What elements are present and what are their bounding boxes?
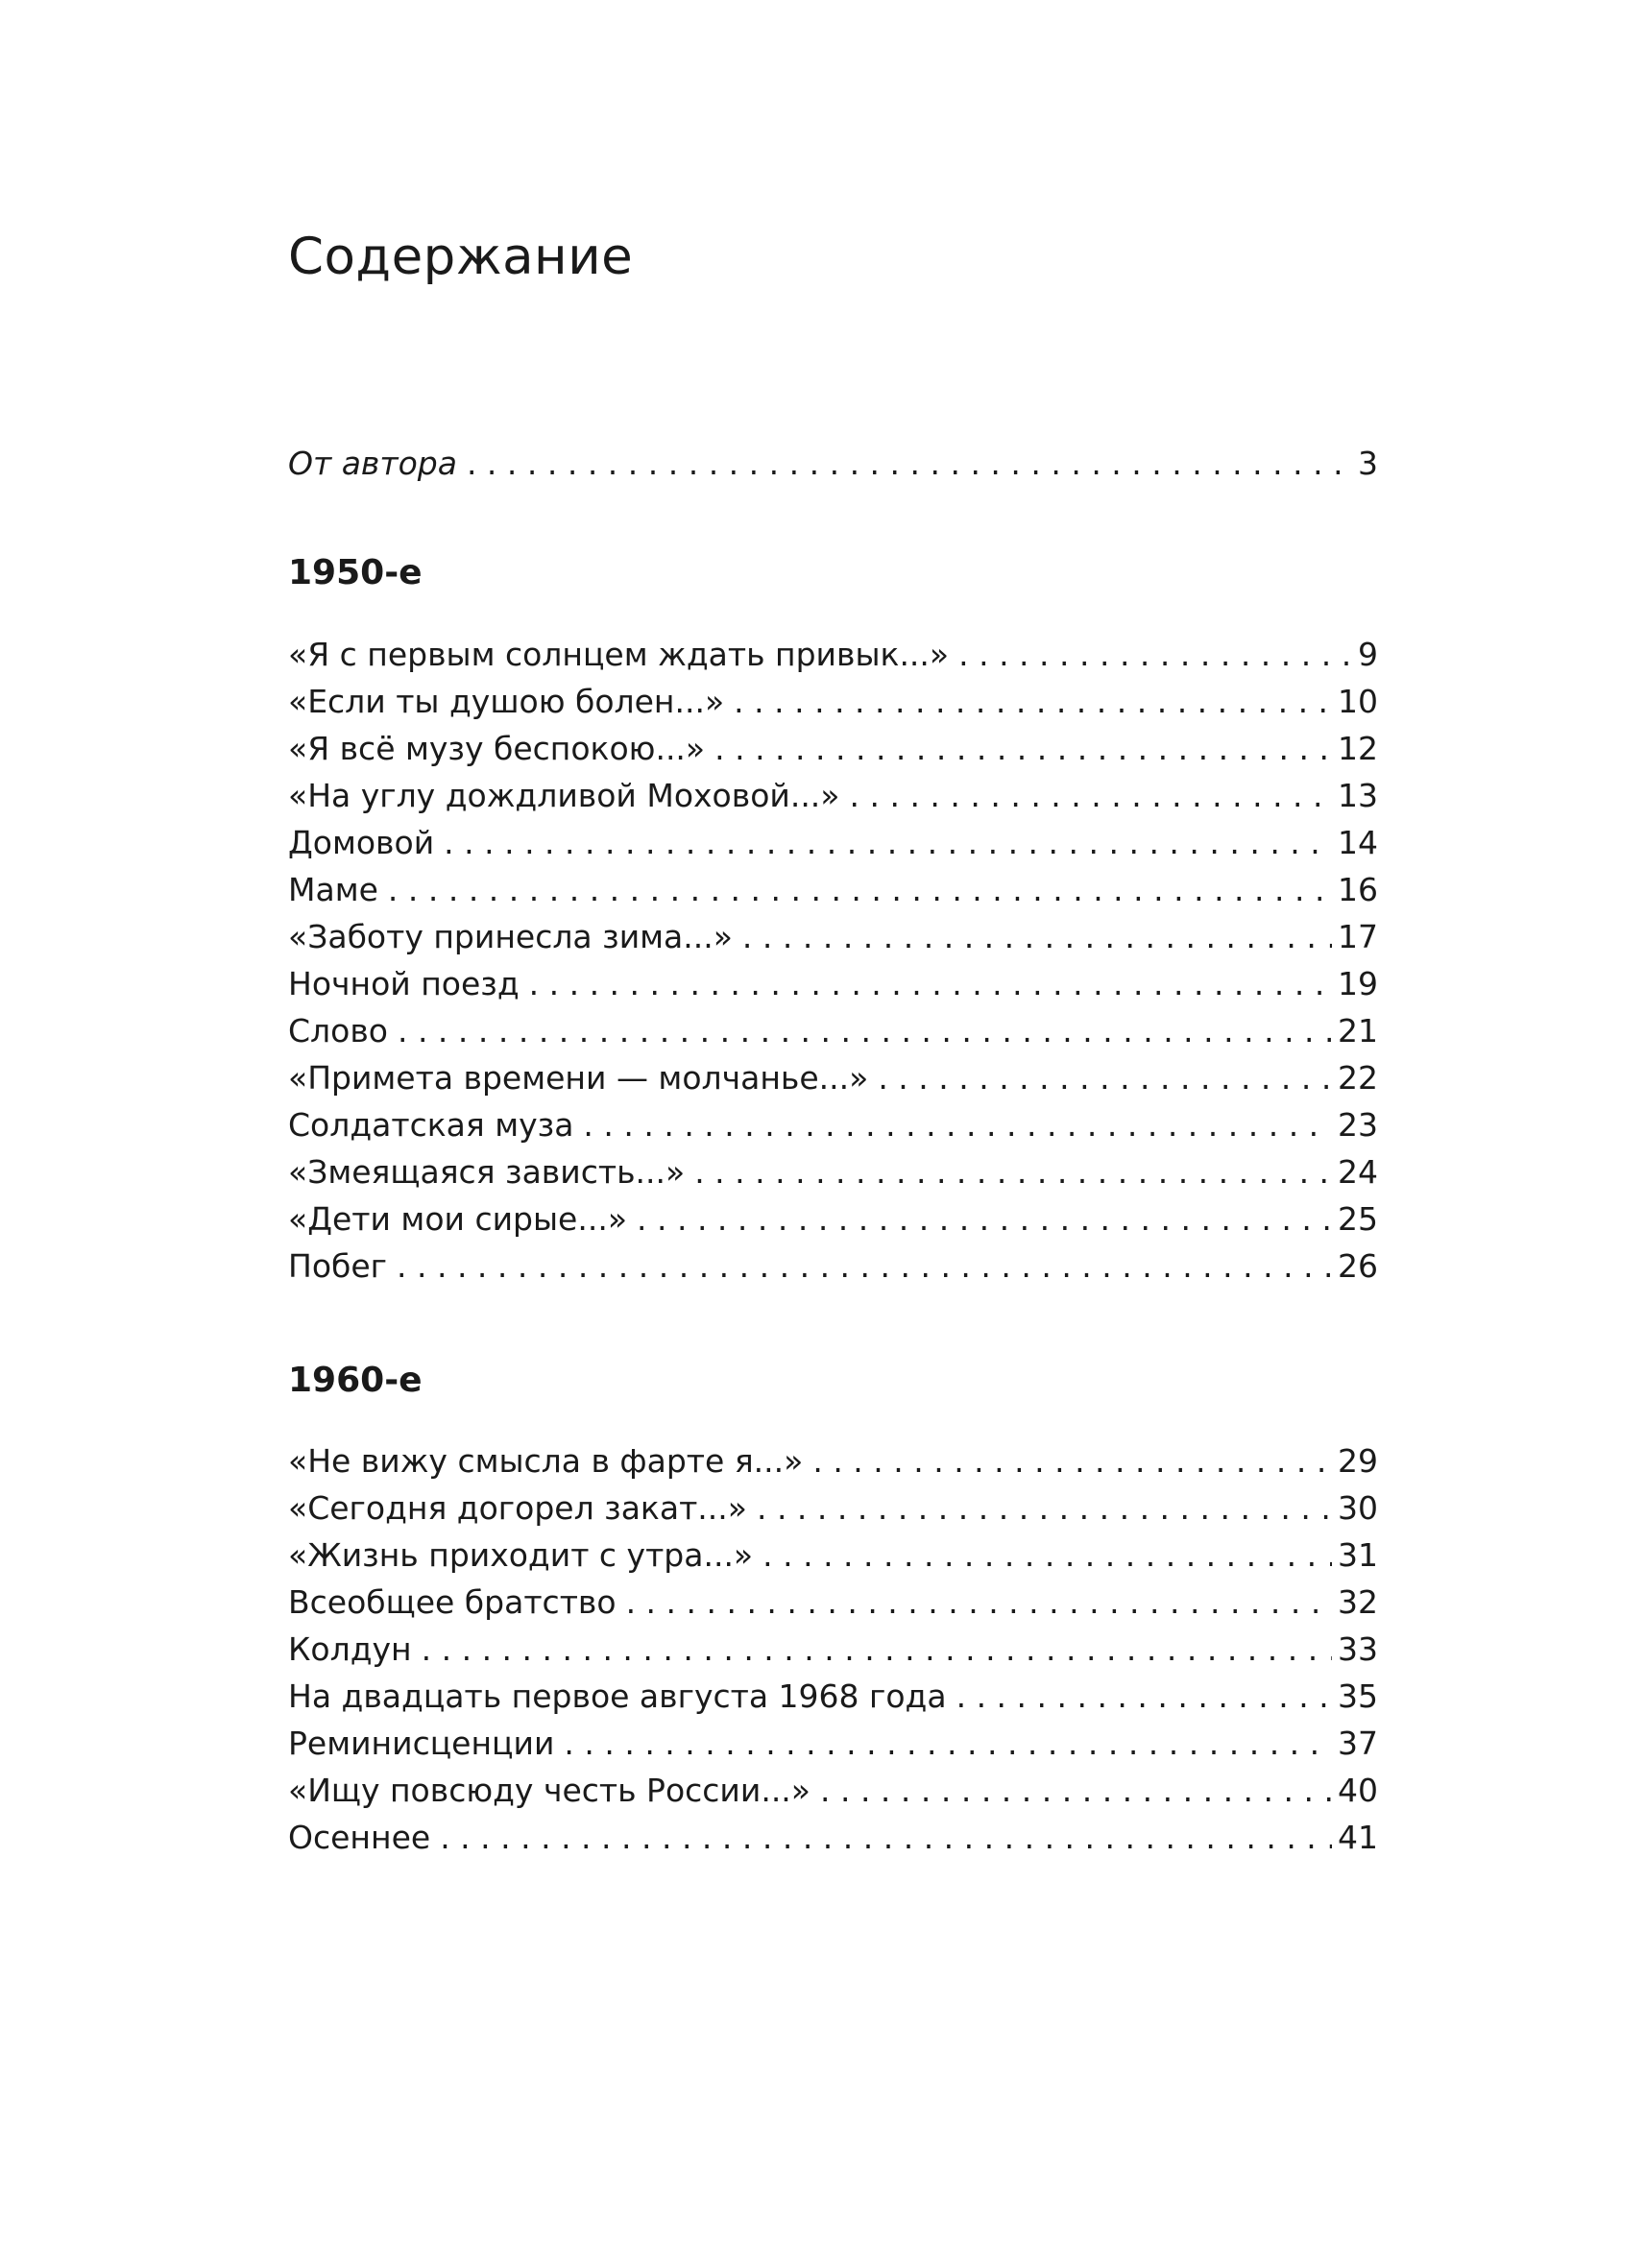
toc-entry [288,1673,1378,1720]
toc-entry-label: «Я с первым солнцем ждать привык...» [288,636,950,673]
toc-list-1950s [288,631,1378,1290]
toc-entry-page: 23 [1338,1106,1378,1144]
toc-entry-page: 3 [1358,445,1378,482]
toc-entry [288,725,1378,772]
dot-leader [467,440,1352,487]
dot-leader [958,631,1352,678]
dot-leader [742,913,1332,960]
toc-entry [288,913,1378,960]
toc-entry-label: Слово [288,1012,388,1050]
toc-entry-label: «Не вижу смысла в фарте я...» [288,1442,804,1480]
dot-leader [583,1101,1332,1148]
toc-entry-page: 29 [1338,1442,1378,1480]
toc-entry [288,1532,1378,1579]
toc-entry [288,1148,1378,1195]
toc-entry [288,866,1378,913]
toc-entry-page: 41 [1338,1819,1378,1856]
toc-entry-page: 25 [1338,1200,1378,1238]
toc-entry-page: 24 [1338,1153,1378,1191]
dot-leader [444,819,1332,866]
toc-entry-label: Колдун [288,1630,412,1668]
toc-entry-label: Осеннее [288,1819,431,1856]
toc-entry [288,1814,1378,1861]
toc-entry-page: 22 [1338,1059,1378,1097]
toc-entry [288,1720,1378,1767]
dot-leader [388,866,1332,913]
toc-entry [288,1101,1378,1148]
dot-leader [694,1148,1332,1195]
dot-leader [878,1054,1332,1101]
toc-entry-page: 9 [1358,636,1378,673]
toc-entry [288,1243,1378,1290]
toc-entry-page: 31 [1338,1536,1378,1574]
toc-entry-page: 30 [1338,1489,1378,1527]
toc-entry-label: «Змеящаяся зависть...» [288,1153,686,1191]
dot-leader [637,1195,1332,1243]
toc-entry-page: 17 [1338,918,1378,955]
toc-entry-label: «Сегодня догорел закат...» [288,1489,747,1527]
toc-entry [288,1579,1378,1626]
toc-entry-label: «Примета времени — молчанье...» [288,1059,869,1097]
toc-entry-label: Всеобщее братство [288,1583,617,1621]
dot-leader [714,725,1332,772]
toc-entry-label: Маме [288,871,378,908]
toc-entry [288,1054,1378,1101]
dot-leader [397,1243,1332,1290]
toc-entry-label: Ночной поезд [288,965,520,1002]
section-heading-1960s: 1960-е [288,1361,423,1400]
toc-entry-page: 10 [1338,683,1378,720]
section-heading-1950s: 1950-е [288,553,423,592]
toc-entry-label: Домовой [288,824,435,861]
toc-entry [288,1195,1378,1243]
toc-entry-label: «Если ты душою болен...» [288,683,725,720]
toc-entry-page: 40 [1338,1772,1378,1809]
toc-entry-label: Побег [288,1247,387,1285]
toc-entry-label: «Дети мои сирые...» [288,1200,628,1238]
toc-entry-page: 19 [1338,965,1378,1002]
toc-entry-label: От автора [288,445,457,482]
dot-leader [762,1532,1332,1579]
dot-leader [956,1673,1332,1720]
dot-leader [564,1720,1332,1767]
toc-entry [288,772,1378,819]
toc-entry [288,1437,1378,1484]
toc-entry [288,960,1378,1007]
toc-entry-page: 37 [1338,1725,1378,1762]
toc-entry-label: «Жизнь приходит с утра...» [288,1536,754,1574]
toc-entry [288,631,1378,678]
toc-entry-label: «Ищу повсюду честь России...» [288,1772,810,1809]
toc-entry-label: Реминисценции [288,1725,555,1762]
toc-entry [288,1626,1378,1673]
dot-leader [820,1767,1332,1814]
toc-entry-label: Солдатская муза [288,1106,574,1144]
toc-entry [288,1767,1378,1814]
dot-leader [422,1626,1332,1673]
toc-entry-label: «Я всё музу беспокою...» [288,730,706,767]
toc-entry-page: 13 [1338,777,1378,814]
dot-leader [850,772,1333,819]
dot-leader [626,1579,1332,1626]
toc-entry-intro [288,440,1378,487]
toc-entry [288,678,1378,725]
toc-entry-page: 35 [1338,1677,1378,1715]
dot-leader [734,678,1332,725]
page-title: Содержание [288,228,634,286]
dot-leader [440,1814,1332,1861]
dot-leader [757,1484,1332,1532]
toc-entry-page: 14 [1338,824,1378,861]
dot-leader [812,1437,1332,1484]
toc-entry-label: На двадцать первое августа 1968 года [288,1677,947,1715]
toc-entry-page: 33 [1338,1630,1378,1668]
toc-entry [288,1007,1378,1054]
toc-entry [288,819,1378,866]
toc-entry-page: 32 [1338,1583,1378,1621]
toc-entry-page: 21 [1338,1012,1378,1050]
toc-entry-page: 16 [1338,871,1378,908]
toc-entry [288,1484,1378,1532]
toc-entry-page: 26 [1338,1247,1378,1285]
dot-leader [529,960,1332,1007]
toc-entry-label: «На углу дождливой Моховой...» [288,777,840,814]
toc-list-1960s [288,1437,1378,1861]
toc-entry-page: 12 [1338,730,1378,767]
toc-entry-label: «Заботу принесла зима...» [288,918,733,955]
dot-leader [398,1007,1332,1054]
